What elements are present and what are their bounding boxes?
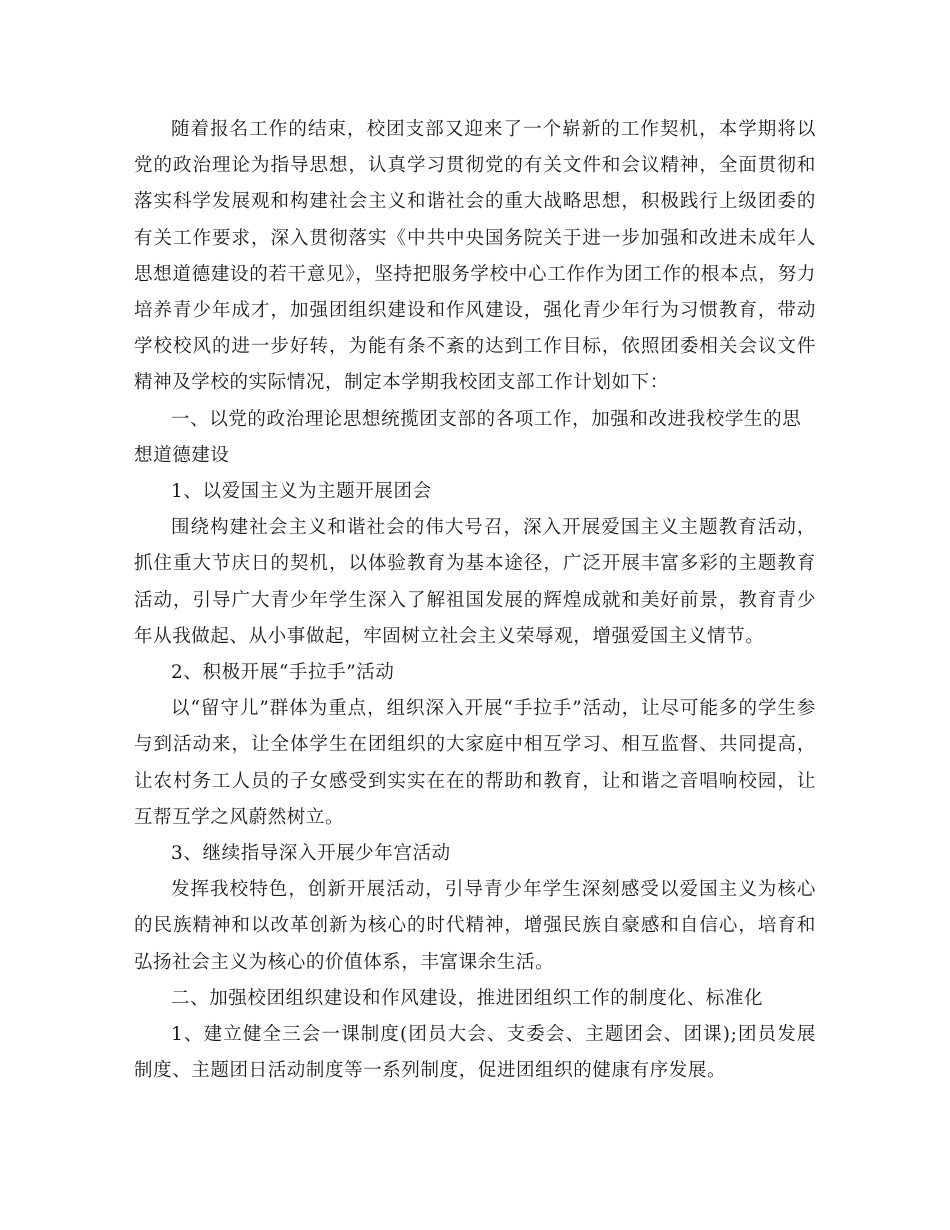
section-1-heading: 一、以党的政治理论思想统揽团支部的各项工作，加强和改进我校学生的思想道德建设 bbox=[134, 408, 802, 466]
subsection-1-3-paragraph: 发挥我校特色，创新开展活动，引导青少年学生深刻感受以爱国主义为核心的民族精神和以改革创新为核心的时代精神，增强民族自豪感和自信心，培育和弘扬社会主义为核心的价值体系，丰富课余生活。 bbox=[134, 879, 816, 973]
subsection-2-1-paragraph: 1、建立健全三会一课制度(团员大会、支委会、主题团会、团课);团员发展制度、主题团日活动制度等一系列制度，促进团组织的健康有序发展。 bbox=[134, 1024, 816, 1082]
subsection-1-3-heading: 3、继续指导深入开展少年宫活动 bbox=[171, 843, 451, 865]
document-body bbox=[134, 112, 816, 1089]
subsection-1-2-heading: 2、积极开展“手拉手”活动 bbox=[171, 662, 395, 684]
subsection-1-1-paragraph: 围绕构建社会主义和谐社会的伟大号召，深入开展爱国主义主题教育活动，抓住重大节庆日的契机，以体验教育为基本途径，广泛开展丰富多彩的主题教育活动，引导广大青少年学生深入了解祖国发展的辉煌成就和美好前景，教育青少年从我做起、从小事做起，牢固树立社会主义荣辱观，增强爱国主义情节。 bbox=[134, 517, 816, 647]
subsection-1-1-heading: 1、以爱国主义为主题开展团会 bbox=[171, 481, 432, 503]
intro-paragraph: 随着报名工作的结束，校团支部又迎来了一个崭新的工作契机，本学期将以党的政治理论为指导思想，认真学习贯彻党的有关文件和会议精神，全面贯彻和落实科学发展观和构建社会主义和谐社会的重大战略思想，积极践行上级团委的有关工作要求，深入贯彻落实《中共中央国务院关于进一步加强和改进未成年人思想道德建设的若干意见》，坚持把服务学校中心工作作为团工作的根本点，努力培养青少年成才，加强团组织建设和作风建设，强化青少年行为习惯教育，带动学校校风的进一步好转，为能有条不紊的达到工作目标，依照团委相关会议文件精神及学校的实际情况，制定本学期我校团支部工作计划如下： bbox=[134, 119, 816, 394]
subsection-1-2-paragraph: 以“留守儿”群体为重点，组织深入开展“手拉手”活动，让尽可能多的学生参与到活动来，让全体学生在团组织的大家庭中相互学习、相互监督、共同提高，让农村务工人员的子女感受到实实在在的帮助和教育，让和谐之音唱响校园，让互帮互学之风蔚然树立。 bbox=[134, 698, 816, 828]
section-2-heading: 二、加强校团组织建设和作风建设，推进团组织工作的制度化、标准化 bbox=[171, 987, 764, 1009]
